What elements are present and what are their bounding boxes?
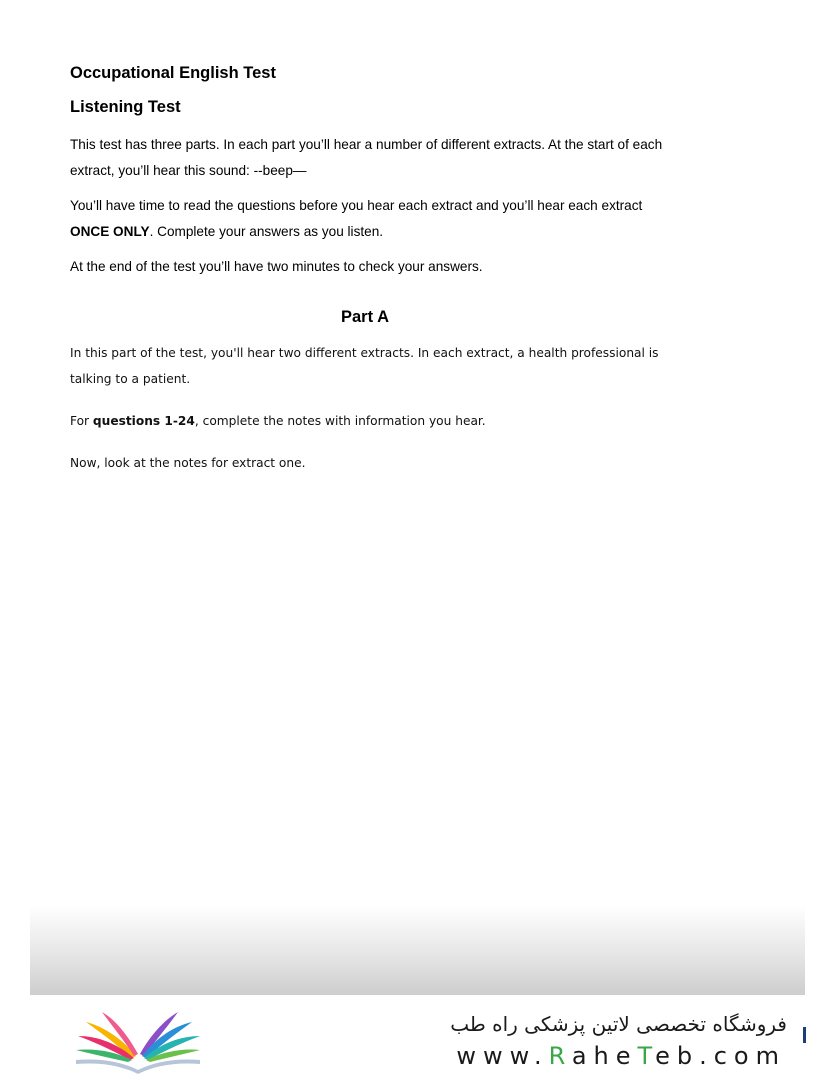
- page-bottom-shadow: [30, 905, 805, 995]
- part-a-paragraph-3: Now, look at the notes for extract one.: [70, 456, 306, 470]
- website-url[interactable]: [456, 1042, 786, 1070]
- part-a-paragraph-2: [70, 408, 670, 434]
- document-title: Occupational English Test: [70, 64, 276, 82]
- part-a-paragraph-2-text-b: , complete the notes with information you hear.: [194, 414, 486, 428]
- url-middle: ahe: [571, 1042, 638, 1070]
- intro-paragraph-1: This test has three parts. In each part you’ll hear a number of different extracts. At the start of each extract, you’ll hear this sound: --beep—: [70, 137, 663, 178]
- edge-marker: [803, 1027, 806, 1043]
- part-a-paragraph-1: In this part of the test, you'll hear two different extracts. In each extract, a health professional is talking to a patient.: [70, 346, 659, 386]
- url-suffix: eb.com: [655, 1042, 786, 1070]
- questions-range-emphasis: questions 1-24: [92, 414, 195, 428]
- document-content: [70, 62, 670, 492]
- intro-paragraph-2: [70, 193, 670, 245]
- url-letter-r: R: [548, 1042, 572, 1070]
- shop-name-text: فروشگاه تخصصی لاتین پزشکی راه طب: [450, 1012, 787, 1036]
- open-book-logo-icon: [72, 1008, 202, 1076]
- document-subtitle: Listening Test: [70, 98, 181, 116]
- once-only-emphasis: ONCE ONLY: [70, 224, 150, 239]
- intro-paragraph-3: At the end of the test you’ll have two minutes to check your answers.: [70, 259, 483, 274]
- page-bottom-edge: [30, 992, 805, 994]
- intro-paragraph-2-text-a: You’ll have time to read the questions before you hear each extract and you’ll hear each extract: [70, 198, 643, 213]
- url-letter-t: T: [637, 1042, 656, 1070]
- intro-paragraph-2-text-b: . Complete your answers as you listen.: [149, 224, 384, 239]
- part-a-heading: Part A: [341, 308, 389, 326]
- part-a-paragraph-2-text-a: For: [70, 414, 93, 428]
- url-prefix: www.: [456, 1042, 549, 1070]
